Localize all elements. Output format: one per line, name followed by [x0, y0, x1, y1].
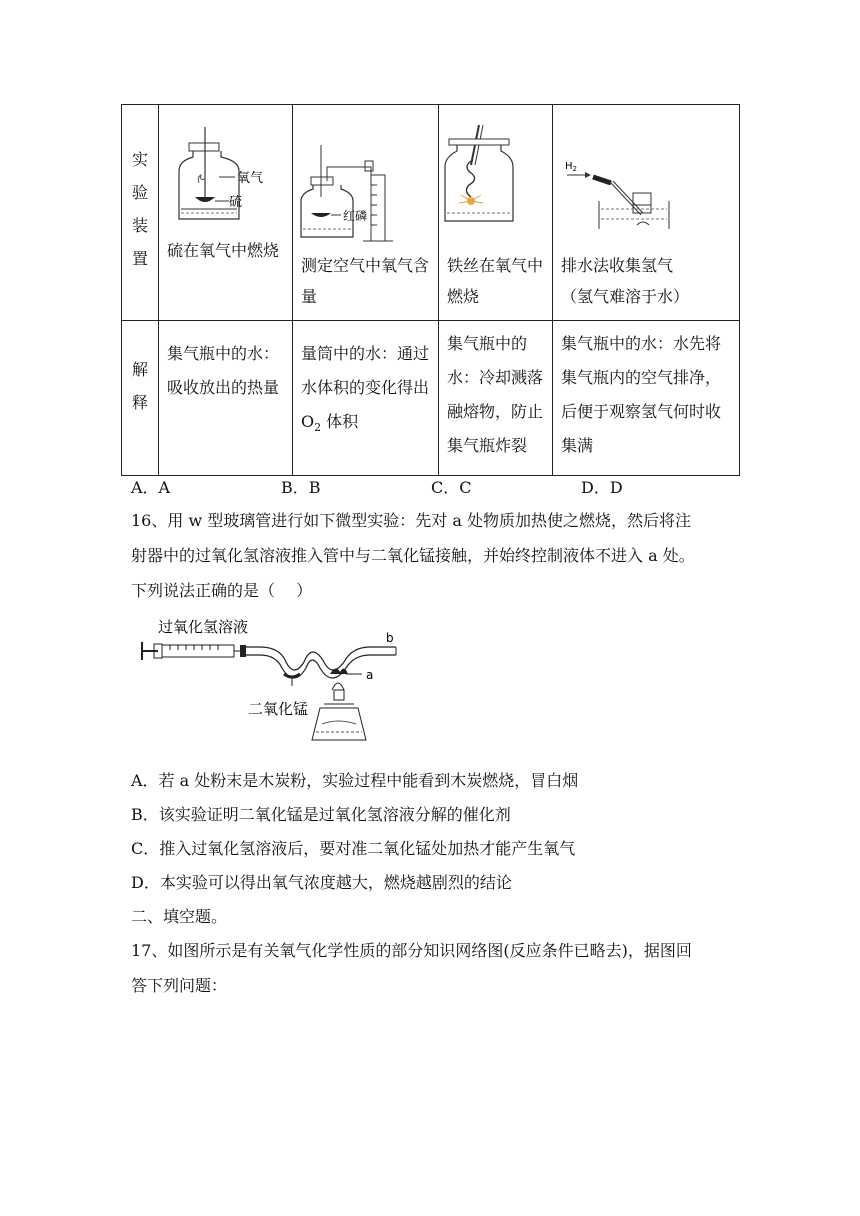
explanation-hydrogen: 集气瓶中的水：水先将集气瓶内的空气排净，后便于观察氢气何时收集满: [553, 321, 740, 476]
b-label: b: [386, 631, 394, 645]
q16-option-b: B．该实验证明二氧化锰是过氧化氢溶液分解的催化剂: [131, 805, 511, 824]
q16-stem-line2: 射器中的过氧化氢溶液推入管中与二氧化锰接触，并始终控制液体不进入 a 处。: [131, 546, 695, 565]
caption-sulfur: 硫在氧气中燃烧: [167, 241, 280, 260]
a-label: a: [366, 668, 374, 682]
q17-line2: 答下列问题：: [131, 976, 228, 995]
q16-stem-line1: 16、用 w 型玻璃管进行如下微型实验：先对 a 处物质加热使之燃烧，然后将注: [131, 511, 691, 530]
q16-option-d: D．本实验可以得出氧气浓度越大，燃烧越剧烈的结论: [131, 873, 512, 892]
oxygen-label: 氧气: [237, 171, 264, 186]
q17-line1: 17、如图所示是有关氧气化学性质的部分知识网络图(反应条件已略去)，据图回: [131, 941, 692, 960]
h2-label: $H_2$: [565, 161, 577, 173]
iron-burning-figure: [439, 105, 553, 229]
q16-option-a: A．若 a 处粉末是木炭粉，实验过程中能看到木炭燃烧，冒白烟: [131, 771, 579, 790]
cell-iron-apparatus: [439, 105, 553, 321]
q15-option-a: A．A: [131, 478, 171, 497]
q15-option-d: D．D: [581, 478, 623, 497]
phosphorus-label: 红磷: [343, 209, 368, 223]
mno2-label: 二氧化锰: [248, 700, 309, 718]
q16-stem-line3: 下列说法正确的是（ ）: [131, 581, 313, 600]
experiment-table: [121, 104, 740, 476]
row-label-apparatus: 实 验 装 置: [122, 105, 159, 321]
caption-air-oxygen: 测定空气中氧气含量: [301, 256, 430, 306]
explanation-iron: 集气瓶中的水：冷却溅落融熔物，防止集气瓶炸裂: [439, 321, 553, 476]
sulfur-label: 硫: [229, 195, 243, 210]
caption-iron: 铁丝在氧气中燃烧: [447, 256, 544, 306]
hydrogen-collect-figure: [553, 105, 740, 229]
air-oxygen-figure: [293, 105, 439, 245]
cell-air-oxygen-apparatus: [293, 105, 439, 321]
section2-title: 二、填空题。: [131, 907, 228, 926]
explanation-air-oxygen: 量筒中的水：通过水体积的变化得出 $O_2$ 体积: [293, 321, 439, 476]
h2o2-label: 过氧化氢溶液: [158, 618, 249, 636]
q15-option-b: B．B: [281, 478, 321, 497]
q15-option-c: C．C: [431, 478, 472, 497]
row-label-explanation: 解 释: [122, 321, 159, 476]
q16-option-c: C．推入过氧化氢溶液后，要对准二氧化锰处加热才能产生氧气: [131, 839, 576, 858]
caption-hydrogen: 排水法收集氢气 （氢气难溶于水）: [561, 256, 690, 306]
w-tube-figure: [140, 612, 410, 746]
explanation-sulfur: 集气瓶中的水：吸收放出的热量: [159, 321, 293, 476]
cell-sulfur-apparatus: [159, 105, 293, 321]
cell-hydrogen-apparatus: [553, 105, 740, 321]
sulfur-burning-figure: [159, 105, 293, 225]
